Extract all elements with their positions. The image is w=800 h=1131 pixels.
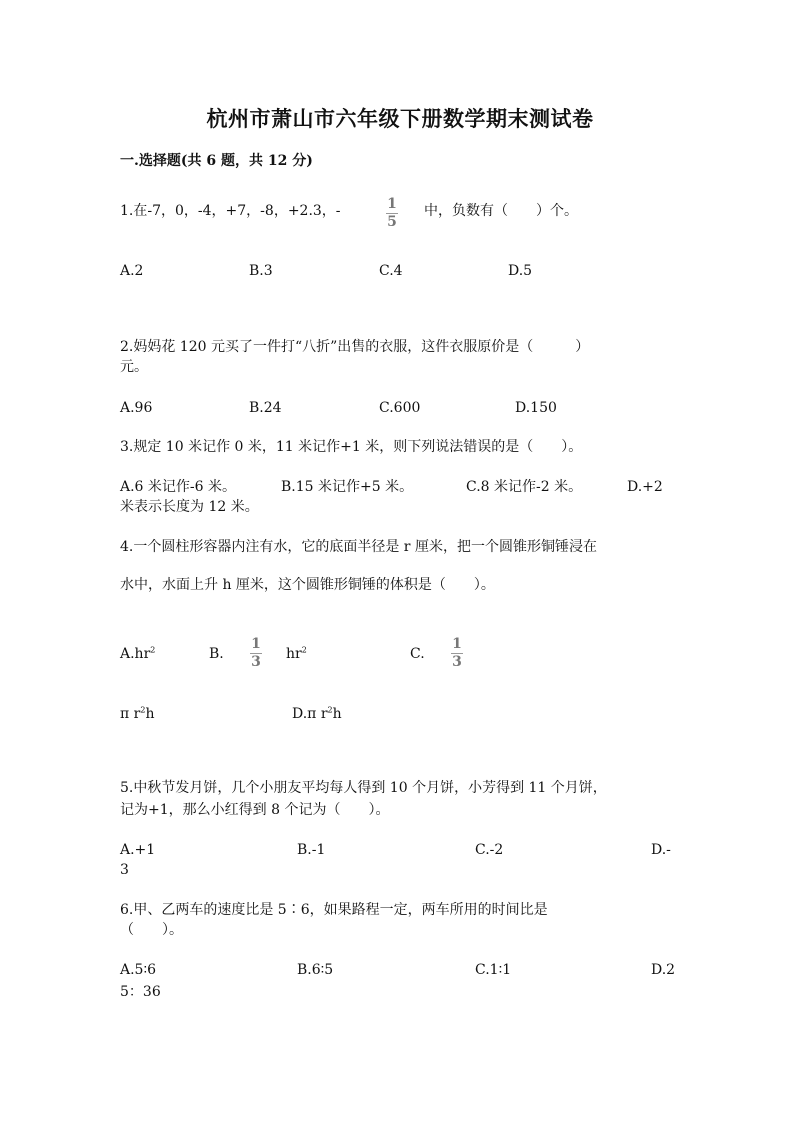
question-2-option-a[interactable]: A.96 xyxy=(120,400,153,416)
question-5-option-c[interactable]: C.-2 xyxy=(475,842,504,858)
question-4-option-b[interactable]: B. xyxy=(209,646,224,662)
question-2-option-b[interactable]: B.24 xyxy=(249,400,282,416)
fraction-denominator: 3 xyxy=(452,654,462,670)
question-6-option-b[interactable]: B.6∶5 xyxy=(297,962,334,978)
question-3-option-c[interactable]: C.8 米记作-2 米。 xyxy=(466,479,583,495)
question-3-option-d[interactable]: D.+2 xyxy=(627,479,663,495)
exponent: 2 xyxy=(327,705,333,715)
question-4-option-c-fraction xyxy=(450,637,464,670)
question-5-stem-line-2: 记为+1，那么小红得到 8 个记为（ ）。 xyxy=(120,802,390,818)
option-c-cont: π r xyxy=(120,706,141,722)
question-3-option-b[interactable]: B.15 米记作+5 米。 xyxy=(281,479,414,495)
question-2-option-d[interactable]: D.150 xyxy=(515,400,557,416)
question-1-stem-end: 中，负数有（ ）个。 xyxy=(424,203,578,219)
question-6-stem-line-2: （ ）。 xyxy=(120,922,183,938)
question-2-option-c[interactable]: C.600 xyxy=(379,400,421,416)
question-4-stem-line-1: 4.一个圆柱形容器内注有水，它的底面半径是 r 厘米，把一个圆锥形铜锤浸在 xyxy=(120,539,597,555)
question-5-option-a[interactable]: A.+1 xyxy=(120,842,156,858)
question-5-option-d[interactable]: D.- xyxy=(651,842,671,858)
question-3-stem: 3.规定 10 米记作 0 米，11 米记作+1 米，则下列说法错误的是（ ）。 xyxy=(120,439,583,455)
question-4-option-a[interactable] xyxy=(120,644,155,664)
question-6-option-c[interactable]: C.1∶1 xyxy=(475,962,512,978)
exponent: 2 xyxy=(301,645,307,655)
exponent: 2 xyxy=(140,705,146,715)
question-4-option-c[interactable]: C. xyxy=(410,646,425,662)
question-4-option-b-expression xyxy=(286,644,307,664)
option-b-expr: hr xyxy=(286,646,302,662)
question-1-fraction xyxy=(385,197,399,230)
question-4-option-b-fraction xyxy=(249,637,263,670)
option-a-text: A.hr xyxy=(120,646,151,662)
page-title: 杭州市萧山市六年级下册数学期末测试卷 xyxy=(206,106,594,131)
question-2-stem-line-1: 2.妈妈花 120 元买了一件打“八折”出售的衣服，这件衣服原价是（ ） xyxy=(120,339,590,355)
option-d-end: h xyxy=(332,706,342,722)
option-c-cont-end: h xyxy=(145,706,155,722)
question-5-stem-line-1: 5.中秋节发月饼，几个小朋友平均每人得到 10 个月饼，小芳得到 11 个月饼， xyxy=(120,780,607,796)
question-6-option-d-continued: 5：36 xyxy=(120,984,161,1000)
question-3-option-d-continued: 米表示长度为 12 米。 xyxy=(120,499,259,515)
fraction-denominator: 5 xyxy=(387,214,397,230)
fraction-numerator: 1 xyxy=(251,636,261,652)
question-2-stem-line-2: 元。 xyxy=(120,359,148,375)
question-4-option-c-continued xyxy=(120,704,154,724)
question-5-option-b[interactable]: B.-1 xyxy=(297,842,326,858)
option-d-text: D.π r xyxy=(292,706,328,722)
question-1-option-c[interactable]: C.4 xyxy=(379,263,403,279)
fraction-numerator: 1 xyxy=(387,196,397,212)
section-header: 一.选择题(共 6 题，共 12 分) xyxy=(120,153,313,169)
fraction-denominator: 3 xyxy=(251,654,261,670)
question-3-option-a[interactable]: A.6 米记作-6 米。 xyxy=(120,479,237,495)
question-4-option-d[interactable] xyxy=(292,704,342,724)
question-1-option-b[interactable]: B.3 xyxy=(249,263,273,279)
question-6-option-a[interactable]: A.5∶6 xyxy=(120,962,157,978)
question-1-option-d[interactable]: D.5 xyxy=(508,263,533,279)
question-6-stem-line-1: 6.甲、乙两车的速度比是 5∶6，如果路程一定，两车所用的时间比是 xyxy=(120,902,548,918)
question-4-stem-line-2: 水中，水面上升 h 厘米，这个圆锥形铜锤的体积是（ ）。 xyxy=(120,577,495,593)
question-6-option-d[interactable]: D.2 xyxy=(651,962,676,978)
exponent: 2 xyxy=(150,645,156,655)
question-5-option-d-continued: 3 xyxy=(120,862,129,878)
fraction-numerator: 1 xyxy=(452,636,462,652)
question-1-stem-start: 1.在-7，0，-4，+7，-8，+2.3，- xyxy=(120,203,341,219)
question-1-option-a[interactable]: A.2 xyxy=(120,263,144,279)
